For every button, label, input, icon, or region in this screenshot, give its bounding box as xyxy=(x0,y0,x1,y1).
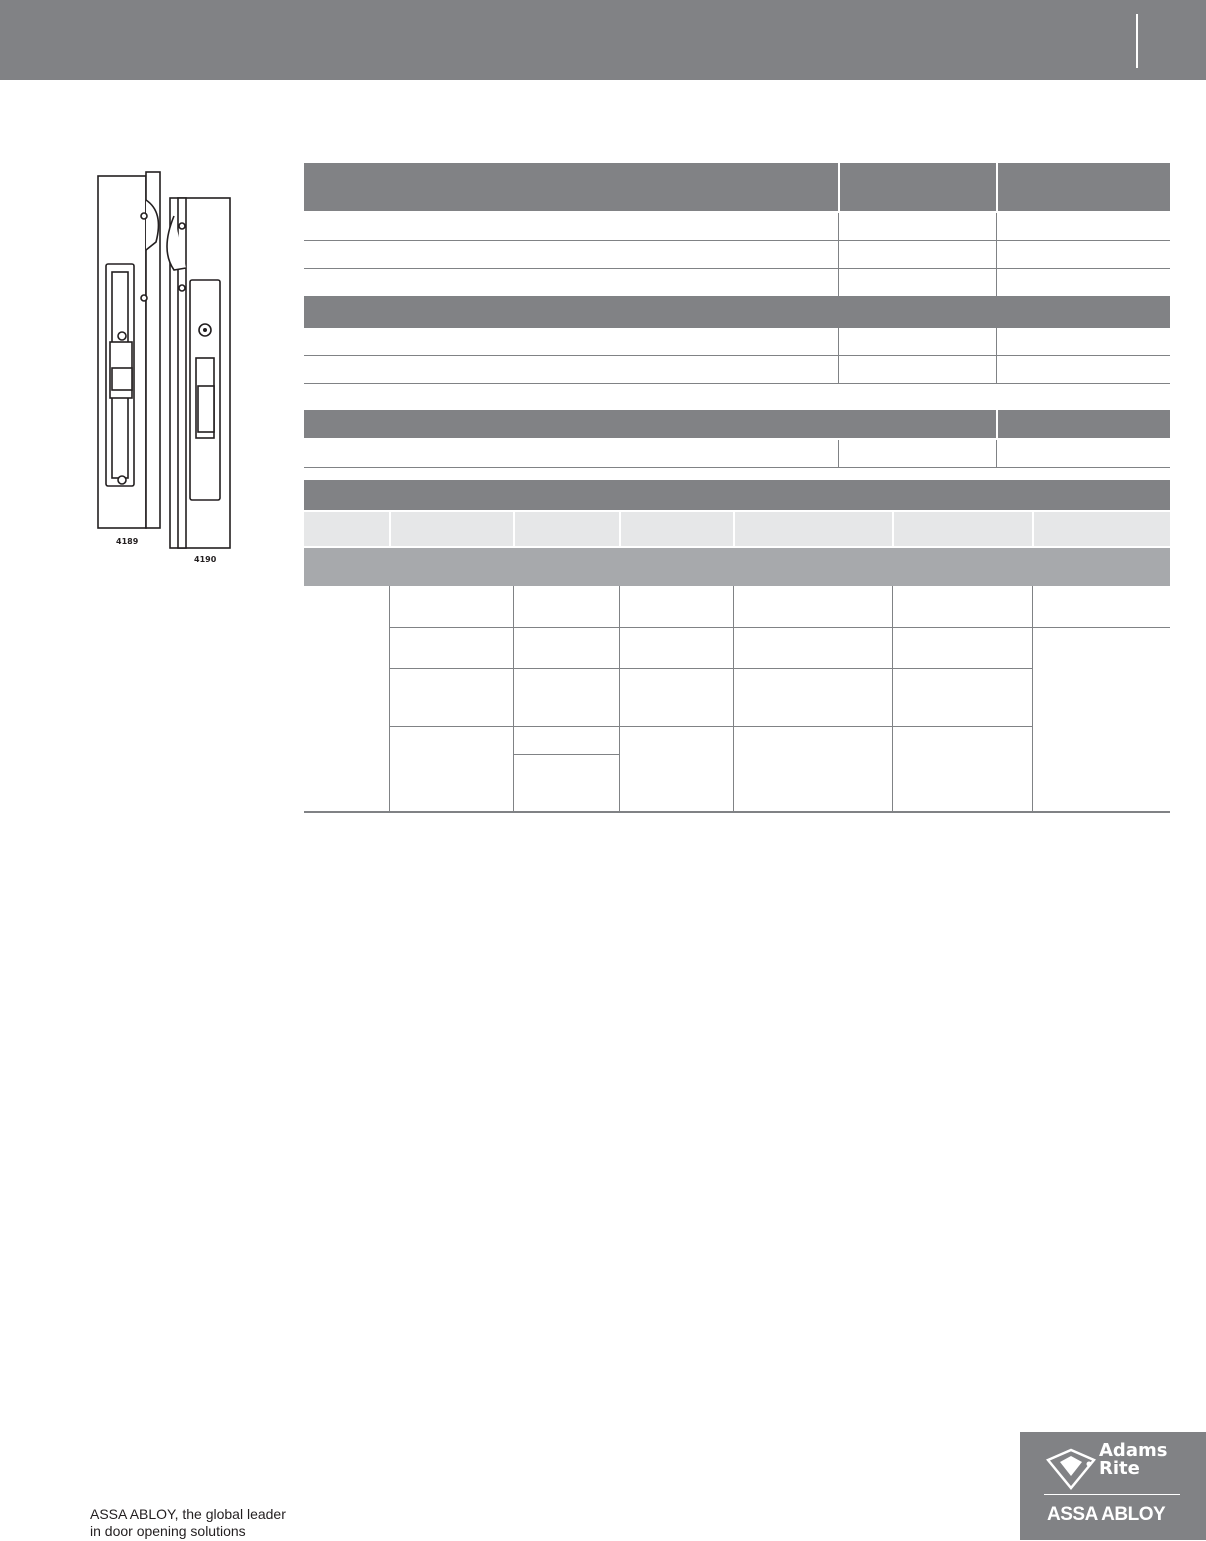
table-cell xyxy=(996,269,1170,297)
header-cell-description xyxy=(304,410,996,440)
lock-illustration xyxy=(90,160,250,570)
table-cell xyxy=(304,328,838,356)
table-rule xyxy=(389,627,1170,628)
column-header xyxy=(619,512,733,548)
option-table xyxy=(304,410,1170,468)
table-row xyxy=(304,328,1170,356)
header-cell-description xyxy=(304,163,838,213)
table-row xyxy=(304,213,1170,241)
header-bar xyxy=(0,0,1206,80)
table-cell xyxy=(838,440,996,468)
column-header xyxy=(1032,512,1170,548)
logo-divider xyxy=(1044,1494,1180,1495)
table-cell xyxy=(996,356,1170,384)
header-divider xyxy=(1136,14,1138,68)
table-cell xyxy=(304,241,838,269)
logo-group-name: ASSA ABLOY xyxy=(1047,1504,1166,1525)
table-row xyxy=(304,356,1170,384)
table-rule xyxy=(389,586,390,811)
logo-brand-line: Adams xyxy=(1099,1440,1168,1461)
column-header-row xyxy=(304,512,1170,548)
table-cell xyxy=(838,269,996,297)
table-cell xyxy=(996,241,1170,269)
table-rule xyxy=(1032,586,1033,811)
table-header xyxy=(304,163,1170,213)
header-cell-col3 xyxy=(996,163,1170,213)
tagline-line: ASSA ABLOY, the global leader xyxy=(90,1506,286,1522)
table-rule xyxy=(892,586,893,811)
table-cell xyxy=(838,241,996,269)
column-header xyxy=(513,512,619,548)
column-header xyxy=(389,512,513,548)
brand-logo xyxy=(1020,1432,1206,1540)
table-cell xyxy=(996,328,1170,356)
table-section-header xyxy=(304,297,1170,328)
logo-brand-line: Rite xyxy=(1099,1458,1140,1479)
tagline-line: in door opening solutions xyxy=(90,1523,246,1539)
illustration-caption-4189: 4189 xyxy=(116,537,139,546)
table-body xyxy=(304,586,1170,813)
table-rule xyxy=(513,754,619,755)
table-rule xyxy=(619,586,620,811)
table-cell xyxy=(996,440,1170,468)
table-row xyxy=(304,269,1170,297)
table-cell xyxy=(304,269,838,297)
table-title-bar xyxy=(304,480,1170,510)
table-cell xyxy=(838,356,996,384)
table-rule xyxy=(389,668,1032,669)
table-row xyxy=(304,241,1170,269)
table-cell xyxy=(304,356,838,384)
table-cell xyxy=(838,328,996,356)
table-row xyxy=(304,440,1170,468)
table-header xyxy=(304,410,1170,440)
table-rule xyxy=(513,586,514,811)
specification-table xyxy=(304,163,1170,384)
header-cell-col2 xyxy=(838,163,996,213)
table-cell xyxy=(996,213,1170,241)
header-cell-value xyxy=(996,410,1170,440)
table-rule xyxy=(733,586,734,811)
ordering-table xyxy=(304,480,1170,813)
column-header xyxy=(892,512,1032,548)
table-rule xyxy=(389,726,1032,727)
table-cell xyxy=(304,440,838,468)
table-cell xyxy=(304,213,838,241)
section-band xyxy=(304,548,1170,586)
column-header xyxy=(733,512,892,548)
column-header xyxy=(304,512,389,548)
table-cell xyxy=(838,213,996,241)
adams-rite-emblem-icon xyxy=(1046,1448,1096,1490)
footer-tagline xyxy=(90,1506,286,1540)
illustration-caption-4190: 4190 xyxy=(194,555,217,564)
logo-brand-name xyxy=(1099,1442,1167,1478)
